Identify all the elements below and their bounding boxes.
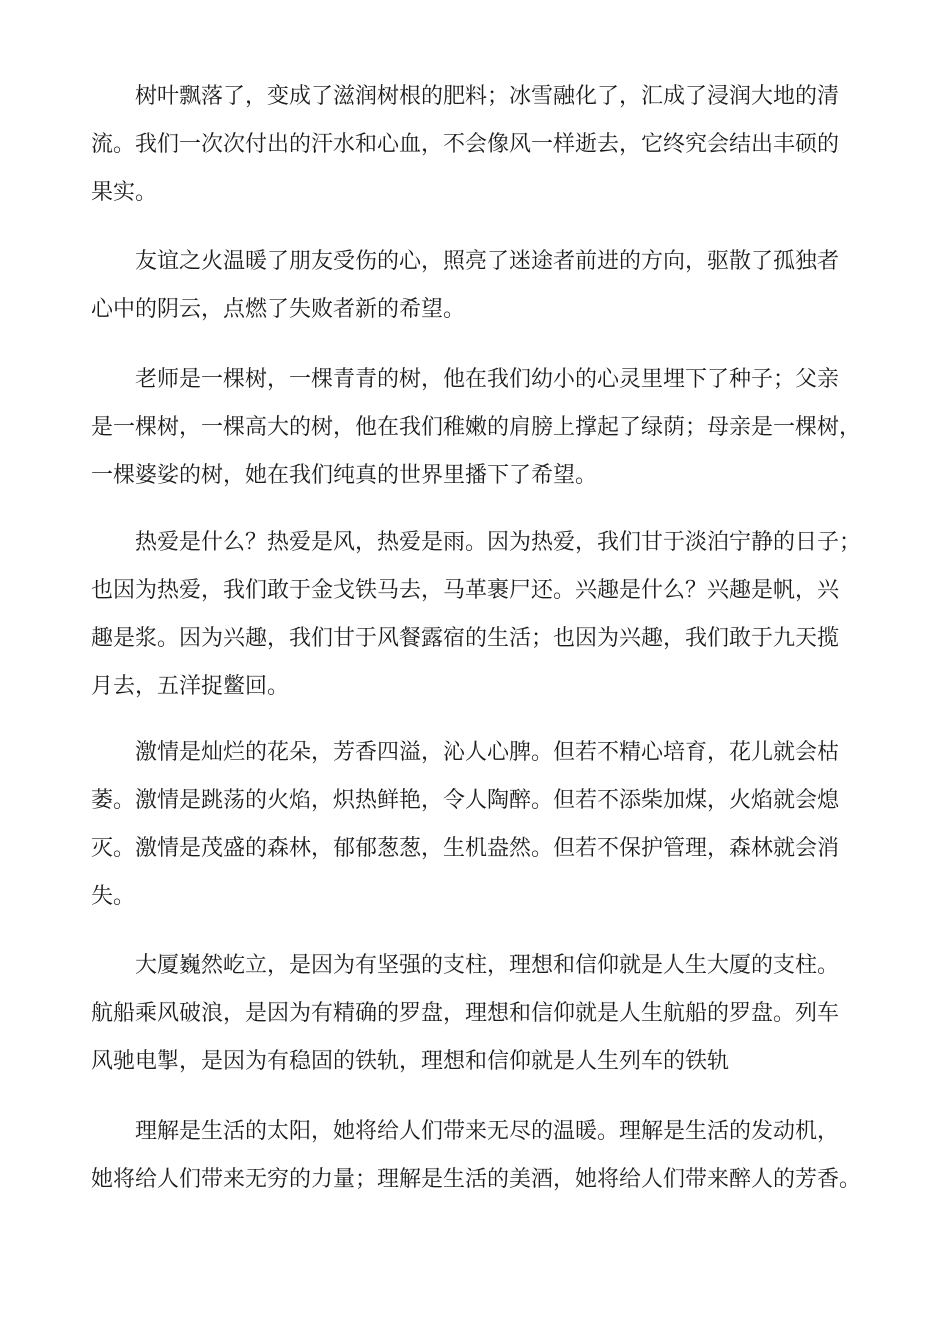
paragraph <box>91 356 871 500</box>
paragraph <box>91 942 871 1086</box>
text-line: 她将给人们带来无穷的力量；理解是生活的美酒，她将给人们带来醉人的芳香。 <box>91 1167 862 1192</box>
text-line: 流。我们一次次付出的汗水和心血，不会像风一样逝去，它终究会结出丰硕的 <box>91 132 840 157</box>
text-line: 果实。 <box>91 180 158 205</box>
text-line: 心中的阴云，点燃了失败者新的希望。 <box>91 297 466 322</box>
text-line: 也因为热爱，我们敢于金戈铁马去，马革裹尸还。兴趣是什么？兴趣是帆，兴 <box>91 578 840 603</box>
text-line: 趣是浆。因为兴趣，我们甘于风餐露宿的生活；也因为兴趣，我们敢于九天揽 <box>91 626 840 651</box>
text-line: 风驰电掣，是因为有稳固的铁轨，理想和信仰就是人生列车的铁轨 <box>91 1049 730 1074</box>
text-line: 激情是灿烂的花朵，芳香四溢，沁人心脾。但若不精心培育，花儿就会枯 <box>135 740 840 765</box>
paragraph <box>91 73 871 217</box>
paragraph <box>91 519 871 711</box>
text-line: 是一棵树，一棵高大的树，他在我们稚嫩的肩膀上撑起了绿荫；母亲是一棵树， <box>91 415 862 440</box>
text-line: 大厦巍然屹立，是因为有坚强的支柱，理想和信仰就是人生大厦的支柱。 <box>135 953 840 978</box>
text-line: 理解是生活的太阳，她将给人们带来无尽的温暖。理解是生活的发动机， <box>135 1119 840 1144</box>
text-line: 失。 <box>91 884 136 909</box>
text-line: 航船乘风破浪，是因为有精确的罗盘，理想和信仰就是人生航船的罗盘。列车 <box>91 1001 840 1026</box>
paragraph <box>91 238 871 334</box>
text-line: 热爱是什么？热爱是风，热爱是雨。因为热爱，我们甘于淡泊宁静的日子； <box>135 530 862 555</box>
text-line: 老师是一棵树，一棵青青的树，他在我们幼小的心灵里埋下了种子；父亲 <box>135 367 840 392</box>
text-line: 月去，五洋捉鳖回。 <box>91 674 290 699</box>
text-line: 友谊之火温暖了朋友受伤的心，照亮了迷途者前进的方向，驱散了孤独者 <box>135 249 840 274</box>
text-line: 一棵婆娑的树，她在我们纯真的世界里播下了希望。 <box>91 463 598 488</box>
paragraph <box>91 729 871 921</box>
text-line: 树叶飘落了，变成了滋润树根的肥料；冰雪融化了，汇成了浸润大地的清 <box>135 84 840 109</box>
text-line: 灭。激情是茂盛的森林，郁郁葱葱，生机盎然。但若不保护管理，森林就会消 <box>91 836 840 861</box>
text-line: 萎。激情是跳荡的火焰，炽热鲜艳，令人陶醉。但若不添柴加煤，火焰就会熄 <box>91 788 840 813</box>
paragraph <box>91 1108 871 1204</box>
